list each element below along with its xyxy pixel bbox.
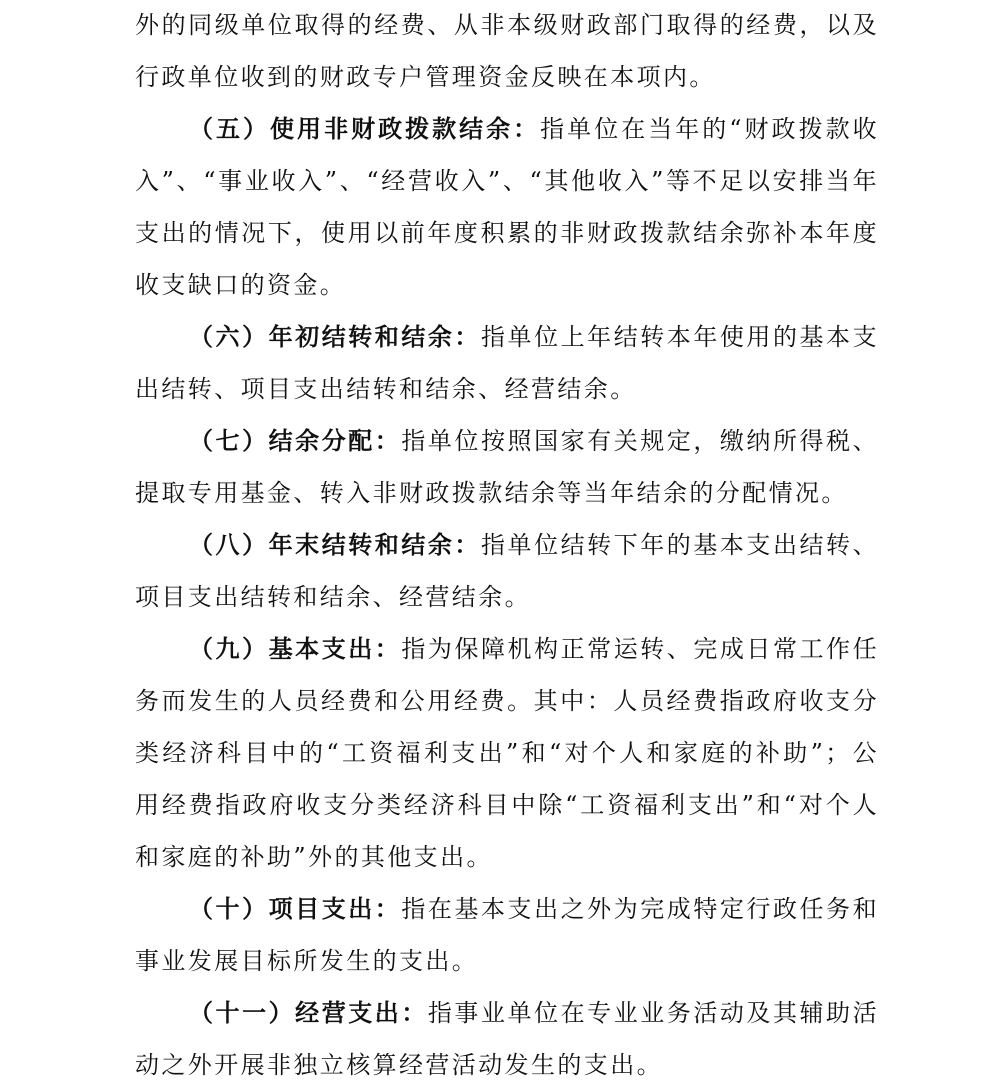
paragraph-item-5 [135,103,879,311]
paragraph-item-8 [135,519,879,623]
paragraph-text: 指单位结转下年的基本支出结转、项目支出结转和结余、经营结余。 [135,531,879,611]
paragraph-item-11 [135,987,879,1091]
paragraph-item-9 [135,623,879,883]
paragraph-text: 指在基本支出之外为完成特定行政任务和事业发展目标所发生的支出。 [135,895,880,975]
paragraph-text: 指单位在当年的“财政拨款收入”、“事业收入”、“经营收入”、“其他收入”等不足以安排当年支出的情况下，使用以前年度积累的非财政拨款结余弥补本年度收支缺口的资金。 [135,115,879,299]
term-heading: （九）基本支出： [189,634,402,663]
paragraph-continuation [135,0,879,103]
term-heading: （七）结余分配： [189,426,402,455]
paragraph-text: 指单位上年结转本年使用的基本支出结转、项目支出结转和结余、经营结余。 [135,323,879,403]
paragraph-text: 指事业单位在专业业务活动及其辅助活动之外开展非独立核算经营活动发生的支出。 [135,999,879,1079]
term-heading: （八）年末结转和结余： [189,530,481,559]
paragraph-text: 指为保障机构正常运转、完成日常工作任务而发生的人员经费和公用经费。其中：人员经费指政府收支分类经济科目中的“工资福利支出”和“对个人和家庭的补助”；公用经费指政府收支分类经济科目中除“工资福利支出”和“对个人和家庭的补助”外的其他支出。 [135,635,880,871]
term-heading: （十）项目支出： [189,894,402,923]
paragraph-text: 指单位按照国家有关规定，缴纳所得税、提取专用基金、转入非财政拨款结余等当年结余的分配情况。 [135,427,880,507]
paragraph-item-6 [135,311,879,415]
term-heading: （六）年初结转和结余： [189,322,481,351]
paragraph-text: 外的同级单位取得的经费、从非本级财政部门取得的经费，以及行政单位收到的财政专户管理资金反映在本项内。 [135,11,879,91]
paragraph-item-10 [135,883,879,987]
document-page [135,0,879,1091]
paragraph-item-7 [135,415,879,519]
term-heading: （五）使用非财政拨款结余： [189,114,541,143]
term-heading: （十一）经营支出： [189,998,428,1027]
